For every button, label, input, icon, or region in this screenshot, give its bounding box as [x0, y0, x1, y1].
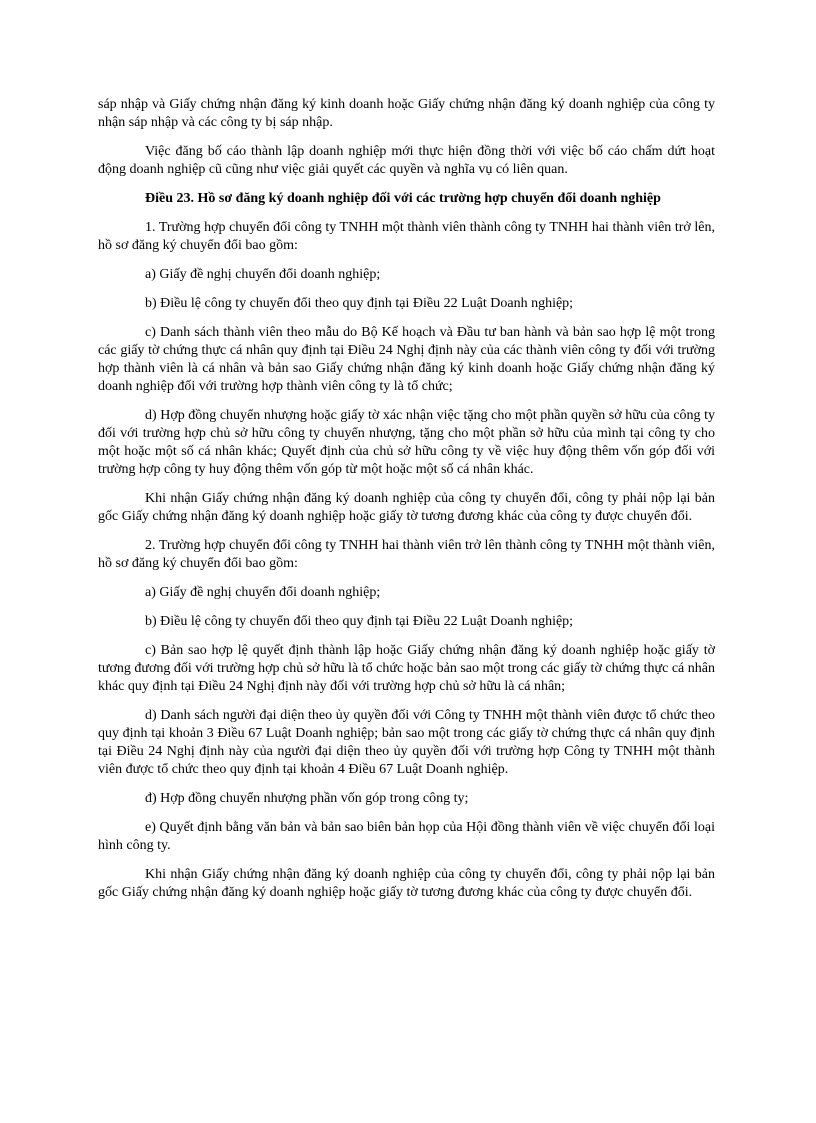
paragraph: Khi nhận Giấy chứng nhận đăng ký doanh nghiệp của công ty chuyển đổi, công ty phải nộp lại bản gốc Giấy chứng nhận đăng ký doanh nghiệp hoặc giấy tờ tương đương khác của công ty được chuyển đổi. [98, 491, 715, 524]
document-page [98, 96, 715, 913]
list-item: c) Bản sao hợp lệ quyết định thành lập hoặc Giấy chứng nhận đăng ký doanh nghiệp hoặc giấy tờ tương đương đối với trường hợp chủ sở hữu là tổ chức hoặc bản sao một trong các giấy tờ chứng thực cá nhân khác quy định tại Điều 24 Nghị định này đối với trường hợp chủ sở hữu là cá nhân; [98, 643, 715, 694]
list-item: d) Danh sách người đại diện theo ủy quyền đối với Công ty TNHH một thành viên được tổ chức theo quy định tại khoản 3 Điều 67 Luật Doanh nghiệp; bản sao một trong các giấy tờ chứng thực cá nhân quy định tại Điều 24 Nghị định này của người đại diện theo ủy quyền đối với trường hợp Công ty TNHH một thành viên được tổ chức theo quy định tại khoản 4 Điều 67 Luật Doanh nghiệp. [98, 708, 715, 777]
list-item: a) Giấy đề nghị chuyển đổi doanh nghiệp; [145, 267, 381, 282]
list-item: d) Hợp đồng chuyển nhượng hoặc giấy tờ xác nhận việc tặng cho một phần quyền sở hữu của công ty đối với trường hợp chủ sở hữu công ty chuyển nhượng, tặng cho một phần sở hữu của mình tại công ty cho một hoặc một số cá nhân khác; Quyết định của chủ sở hữu công ty về việc huy động thêm vốn góp đối với trường hợp công ty huy động thêm vốn góp từ một hoặc một số cá nhân khác. [98, 408, 715, 477]
list-item: b) Điều lệ công ty chuyển đổi theo quy định tại Điều 22 Luật Doanh nghiệp; [145, 296, 574, 311]
paragraph: Khi nhận Giấy chứng nhận đăng ký doanh nghiệp của công ty chuyển đổi, công ty phải nộp lại bản gốc Giấy chứng nhận đăng ký doanh nghiệp hoặc giấy tờ tương đương khác của công ty được chuyển đổi. [98, 867, 715, 900]
paragraph: sáp nhập và Giấy chứng nhận đăng ký kinh doanh hoặc Giấy chứng nhận đăng ký doanh nghiệp của công ty nhận sáp nhập và các công ty bị sáp nhập. [98, 97, 715, 130]
paragraph: 2. Trường hợp chuyển đổi công ty TNHH hai thành viên trở lên thành công ty TNHH một thành viên, hồ sơ đăng ký chuyển đổi bao gồm: [98, 538, 715, 571]
list-item: c) Danh sách thành viên theo mẫu do Bộ Kế hoạch và Đầu tư ban hành và bản sao hợp lệ một trong các giấy tờ chứng thực cá nhân quy định tại Điều 24 Nghị định này của các thành viên công ty đối với trường hợp thành viên là cá nhân và bản sao Giấy chứng nhận đăng ký kinh doanh hoặc Giấy chứng nhận đăng ký doanh nghiệp đối với trường hợp thành viên công ty là tổ chức; [98, 325, 715, 394]
article-heading: Điều 23. Hồ sơ đăng ký doanh nghiệp đối với các trường hợp chuyển đổi doanh nghiệp [145, 191, 661, 206]
list-item: đ) Hợp đồng chuyển nhượng phần vốn góp trong công ty; [145, 791, 469, 806]
list-item: b) Điều lệ công ty chuyển đổi theo quy định tại Điều 22 Luật Doanh nghiệp; [145, 614, 574, 629]
paragraph: 1. Trường hợp chuyển đổi công ty TNHH một thành viên thành công ty TNHH hai thành viên trở lên, hồ sơ đăng ký chuyển đổi bao gồm: [98, 220, 715, 253]
list-item: e) Quyết định bằng văn bản và bản sao biên bản họp của Hội đồng thành viên về việc chuyển đổi loại hình công ty. [98, 820, 715, 853]
paragraph: Việc đăng bố cáo thành lập doanh nghiệp mới thực hiện đồng thời với việc bố cáo chấm dứt hoạt động doanh nghiệp cũ cũng như việc giải quyết các quyền và nghĩa vụ có liên quan. [98, 144, 715, 177]
list-item: a) Giấy đề nghị chuyển đổi doanh nghiệp; [145, 585, 381, 600]
